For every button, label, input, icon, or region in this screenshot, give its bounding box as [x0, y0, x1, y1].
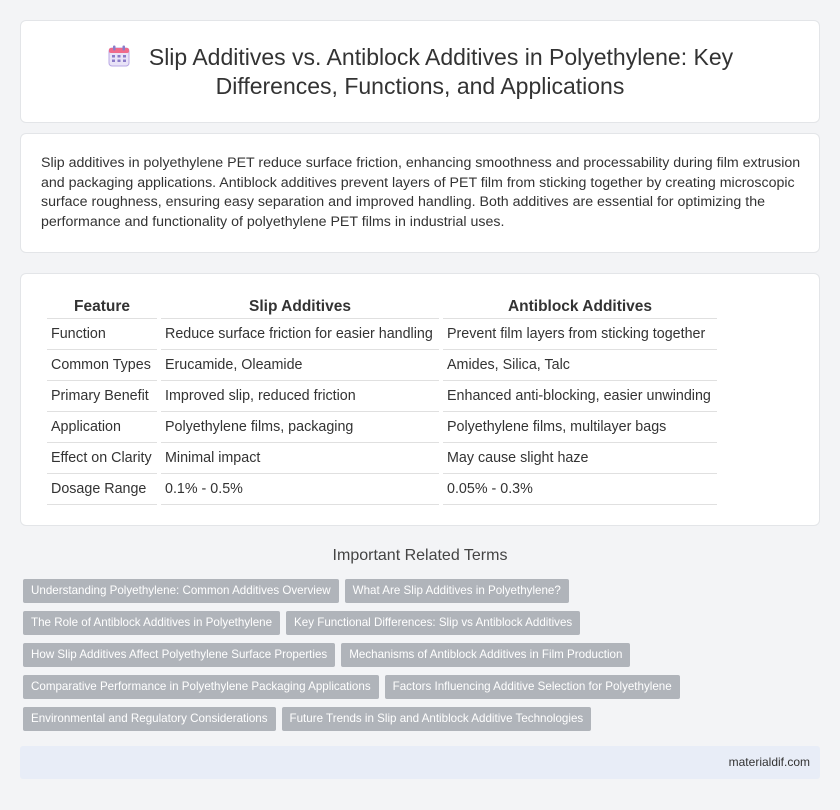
table-cell: Common Types — [47, 350, 157, 381]
title-line-2: Differences, Functions, and Applications — [215, 73, 625, 99]
table-cell: Polyethylene films, packaging — [161, 412, 439, 443]
related-term-link[interactable]: Understanding Polyethylene: Common Additives Overview — [23, 579, 339, 603]
table-cell: Effect on Clarity — [47, 443, 157, 474]
table-cell: 0.1% - 0.5% — [161, 474, 439, 505]
header-feature: Feature — [47, 294, 157, 319]
tag-row — [23, 675, 823, 707]
table-cell: May cause slight haze — [443, 443, 717, 474]
table-row — [47, 443, 717, 474]
table-cell: Prevent film layers from sticking together — [443, 319, 717, 350]
tag-row — [23, 643, 823, 675]
footer-site-link[interactable]: materialdif.com — [728, 755, 810, 769]
related-term-link[interactable]: Key Functional Differences: Slip vs Antiblock Additives — [286, 611, 580, 635]
related-term-link[interactable]: Future Trends in Slip and Antiblock Additive Technologies — [282, 707, 592, 731]
table-header-row — [47, 294, 717, 319]
calendar-icon — [107, 44, 131, 68]
page-title — [21, 43, 819, 101]
related-term-link[interactable]: Environmental and Regulatory Considerations — [23, 707, 276, 731]
comparison-card — [20, 273, 820, 526]
tag-row — [23, 707, 823, 739]
related-term-link[interactable]: The Role of Antiblock Additives in Polyethylene — [23, 611, 280, 635]
related-terms-list — [23, 579, 823, 739]
related-term-link[interactable]: Factors Influencing Additive Selection for Polyethylene — [385, 675, 680, 699]
tag-row — [23, 579, 823, 611]
table-cell: 0.05% - 0.3% — [443, 474, 717, 505]
table-cell: Erucamide, Oleamide — [161, 350, 439, 381]
title-card — [20, 20, 820, 123]
title-line-1: Slip Additives vs. Antiblock Additives in Polyethylene: Key — [148, 44, 734, 70]
related-term-link[interactable]: What Are Slip Additives in Polyethylene? — [345, 579, 569, 603]
comparison-table — [43, 294, 721, 505]
table-row — [47, 381, 717, 412]
table-cell: Improved slip, reduced friction — [161, 381, 439, 412]
header-slip: Slip Additives — [161, 294, 439, 319]
related-term-link[interactable]: How Slip Additives Affect Polyethylene Surface Properties — [23, 643, 335, 667]
table-cell: Function — [47, 319, 157, 350]
related-term-link[interactable]: Mechanisms of Antiblock Additives in Film Production — [341, 643, 630, 667]
table-cell: Primary Benefit — [47, 381, 157, 412]
footer-bar — [20, 746, 820, 779]
intro-card — [20, 133, 820, 253]
table-cell: Minimal impact — [161, 443, 439, 474]
table-row — [47, 350, 717, 381]
table-row — [47, 319, 717, 350]
table-cell: Application — [47, 412, 157, 443]
table-cell: Reduce surface friction for easier handling — [161, 319, 439, 350]
table-cell: Enhanced anti-blocking, easier unwinding — [443, 381, 717, 412]
table-cell: Polyethylene films, multilayer bags — [443, 412, 717, 443]
related-terms-heading: Important Related Terms — [332, 547, 508, 564]
table-cell: Amides, Silica, Talc — [443, 350, 717, 381]
tag-row — [23, 611, 823, 643]
table-row — [47, 412, 717, 443]
header-antiblock: Antiblock Additives — [443, 294, 717, 319]
table-row — [47, 474, 717, 505]
table-cell: Dosage Range — [47, 474, 157, 505]
related-term-link[interactable]: Comparative Performance in Polyethylene Packaging Applications — [23, 675, 379, 699]
intro-paragraph: Slip additives in polyethylene PET reduce surface friction, enhancing smoothness and processability during film extrusion and packaging applications. Antiblock additives prevent layers of PET film from sticking together by creating microscopic surface roughness, ensuring easy separation and improved handling. Both additives are essential for optimizing the performance and functionality of polyethylene PET films in industrial uses. — [41, 155, 801, 230]
